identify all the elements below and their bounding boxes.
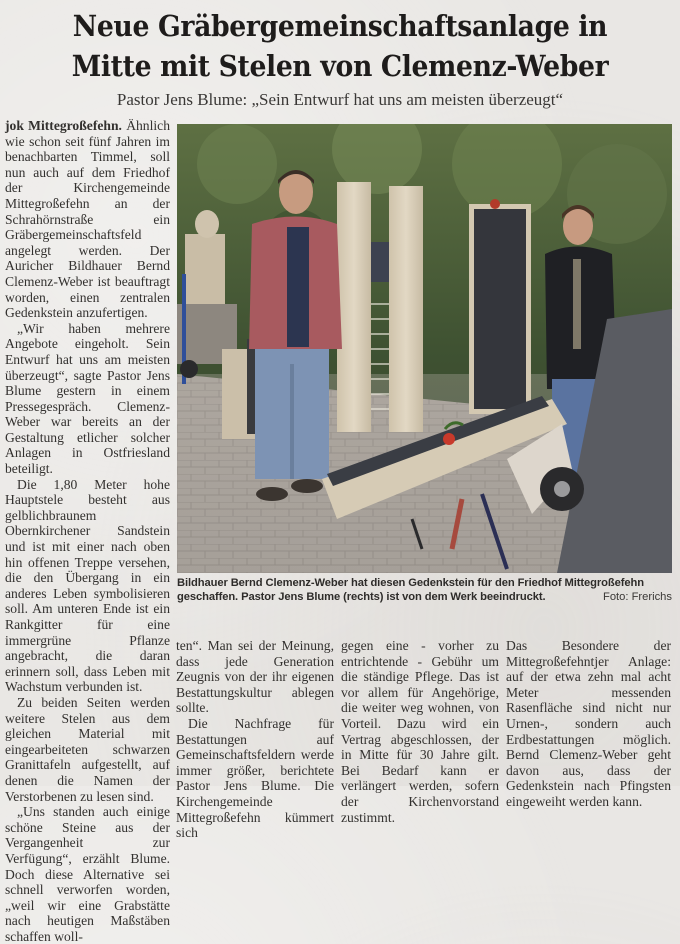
paragraph: „Uns standen auch einige schöne Steine aus der Vergangenheit zur Verfügung“, erzählt Blume. Doch diese Alternative sei schnell verworfen worden, „weil wir eine Grabstätte nach heutigen Maßstäben schaffen woll- — [5, 804, 170, 944]
paragraph: „Wir haben mehrere Angebote eingeholt. Sein Entwurf hat uns am meisten überzeugt“, sagte Pastor Jens Blume gestern in einem Pressegespräch. Clemenz-Weber war bereits an der Gestaltung etlicher solcher Anlagen in Ostfriesland beteiligt. — [5, 320, 170, 477]
photo-caption: Bildhauer Bernd Clemenz-Weber hat diesen Gedenkstein für den Friedhof Mittegroßefehn geschaffen. Pastor Jens Blume (rechts) ist von dem Werk beeindruckt. — [177, 577, 644, 603]
article-column-3 — [341, 638, 499, 825]
subheadline: Pastor Jens Blume: „Sein Entwurf hat uns am meisten überzeugt“ — [116, 90, 564, 109]
dateline: jok Mittegroßefehn. — [5, 118, 122, 133]
headline-line-1: Neue Gräbergemeinschaftsanlage in — [72, 9, 608, 43]
paragraph: Die 1,80 Meter hohe Hauptstele besteht aus gelblichbraunem Obernkirchener Sandstein und ist mit einer nach oben hin offenen Treppe versehen, die den Übergang in ein anderes Leben symbolisieren soll. Am unteren Ende ist ein Rankgitter für eine immergrüne Pflanze angebracht, die daran erinnern soll, dass Leben mit Wachstum verbunden ist. — [5, 476, 170, 695]
paragraph: Die Nachfrage für Bestattungen auf Gemeinschaftsfeldern werde immer größer, berichtete Pastor Jens Blume. Die Kirchengemeinde Mittegroßefehn kümmert sich — [176, 715, 334, 841]
paragraph — [5, 118, 170, 321]
photo-illustration — [177, 124, 672, 573]
article-column-4 — [506, 638, 671, 810]
paragraph: gegen eine - vorher zu entrichtende - Gebühr um die ständige Pflege. Das ist vor allem für Angehörige, die weiter weg wohnen, von Vorteil. Dazu wird ein Vertrag abgeschlossen, der in Mitte für 30 Jahre gilt. Bei Bedarf kann er verlängert werden, sofern der Kirchenvorstand zustimmt. — [341, 638, 499, 825]
article-photo — [177, 124, 672, 573]
paragraph: Das Besondere der Mittegroßefehntjer Anlage: auf der etwa zehn mal acht Meter messenden Rasenfläche sind nicht nur Urnen-, sondern auch Erdbestattungen möglich. Bernd Clemenz-Weber geht davon aus, dass der Gedenkstein nach Pfingsten eingeweiht werden kann. — [506, 638, 671, 809]
paragraph: Zu beiden Seiten werden weitere Stelen aus dem gleichen Material mit eingearbeiteten schwarzen Granittafeln aufgestellt, auf denen die Namen der Verstorbenen zu lesen sind. — [5, 694, 170, 804]
article-column-1 — [5, 118, 170, 944]
headline-line-2: Mitte mit Stelen von Clemenz-Weber — [71, 49, 609, 83]
paragraph-text: Ähnlich wie schon seit fünf Jahren im benachbarten Timmel, soll nun auch auf dem Friedhof der Kirchengemeinde Mittegroßefehn an der Schrahörnstraße ein Gräbergemeinschaftsfeld angelegt werden. Der Auricher Bildhauer Bernd Clemenz-Weber ist beauftragt worden, einen zentralen Gedenkstein anzufertigen. — [5, 118, 170, 321]
photo-credit: Foto: Frerichs — [602, 591, 672, 603]
paragraph: ten“. Man sei der Meinung, dass jede Generation Zeugnis von der ihr eigenen Bestattungskultur ablegen sollte. — [176, 638, 334, 716]
headline — [27, 6, 653, 86]
article-column-2 — [176, 638, 334, 841]
